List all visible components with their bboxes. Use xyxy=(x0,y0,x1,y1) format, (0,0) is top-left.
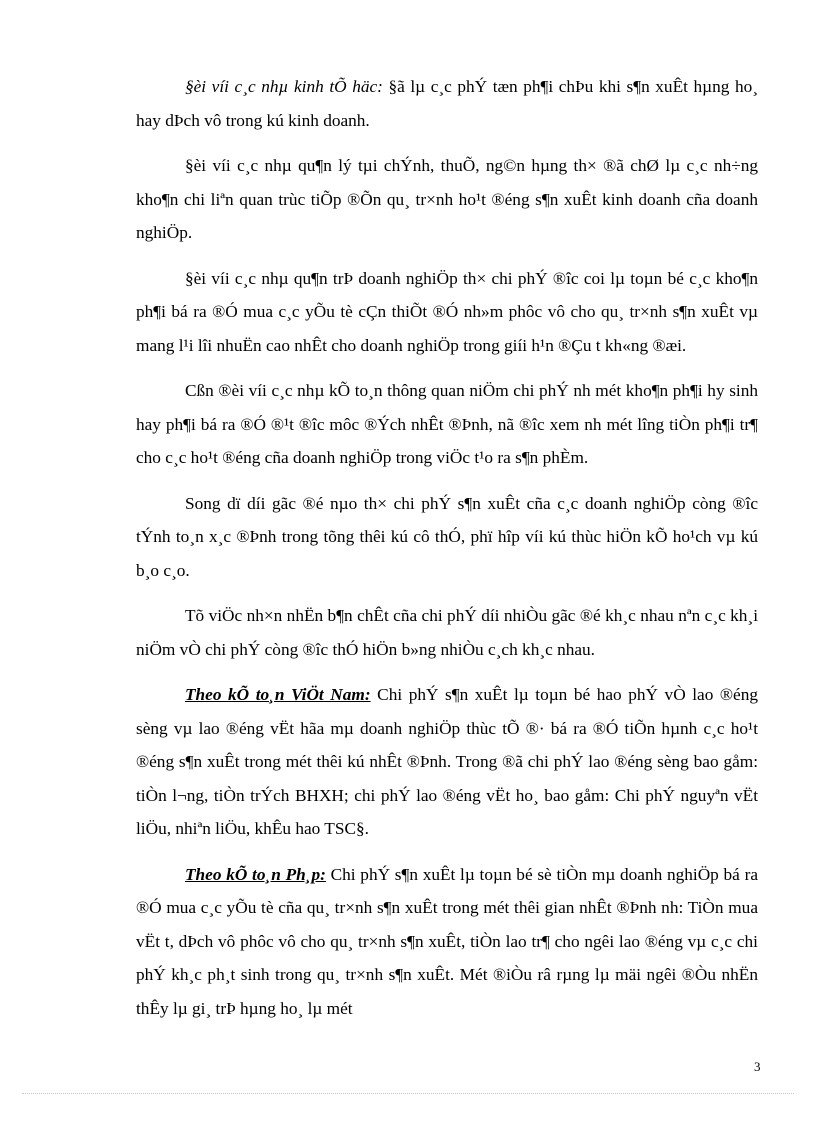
paragraph-period-calculation xyxy=(136,487,758,588)
paragraph-economists xyxy=(136,70,758,137)
paragraph-business-managers xyxy=(136,262,758,363)
paragraph-lead-economists: §èi víi c¸c nhµ kinh tÕ häc: xyxy=(185,77,383,96)
paragraph-text: §èi víi c¸c nhµ qu¶n lý tµi chÝnh, thuÕ, ng©n hµng th× ®ã chØ lµ c¸c nh÷ng kho¶n chi liªn quan trùc tiÕp ®Õn qu¸ tr×nh ho¹t ®éng s¶n xuÊt kinh doanh cña doanh nghiÖp. xyxy=(136,156,758,242)
paragraph-text: §èi víi c¸c nhµ qu¶n trÞ doanh nghiÖp th× chi phÝ ®îc coi lµ toµn bé c¸c kho¶n ph¶i bá ra ®Ó mua c¸c yÕu tè cÇn thiÕt ®Ó nh»m phôc vô cho qu¸ tr×nh s¶n xuÊt vµ mang l¹i lîi nhuËn cao nhÊt cho doanh nghiÖp trong giíi h¹n ®Çu t kh«ng ®æi. xyxy=(136,268,758,355)
section-heading-vietnam: Theo kÕ to¸n ViÖt Nam: xyxy=(185,685,371,704)
paragraph-text: Chi phÝ s¶n xuÊt lµ toµn bé hao phÝ vÒ lao ®éng sèng vµ lao ®éng vËt hãa mµ doanh nghiÖp thùc tÕ ®· bá ra ®Ó tiÕn hµnh c¸c ho¹t ®éng s¶n xuÊt trong mét thêi kú nhÊt ®Þnh. Trong ®ã chi phÝ lao ®éng sèng bao gåm: tiÒn l¬ng, tiÒn trÝch BHXH; chi phÝ lao ®éng vËt ho¸ bao gåm: Chi phÝ nguyªn vËt liÖu, nhiªn liÖu, khÊu hao TSC§. xyxy=(136,685,758,838)
paragraph-concepts xyxy=(136,599,758,666)
paragraph-text: §ã lµ c¸c phÝ tæn ph¶i chÞu khi s¶n xuÊt hµng ho¸ hay dÞch vô trong kú kinh doanh. xyxy=(136,77,758,130)
paragraph-financial-managers xyxy=(136,149,758,250)
paragraph-accountants xyxy=(136,374,758,475)
paragraph-text: Chi phÝ s¶n xuÊt lµ toµn bé sè tiÒn mµ doanh nghiÖp bá ra ®Ó mua c¸c yÕu tè cña qu¸ tr×nh s¶n xuÊt trong mét thêi gian nhÊt ®Þnh nh: TiÒn mua vËt t, dÞch vô phôc vô cho qu¸ tr×nh s¶n xuÊt, tiÒn lao tr¶ cho ngêi lao ®éng vµ c¸c chi phÝ kh¸c ph¸t sinh trong qu¸ tr×nh s¶n xuÊt. Mét ®iÒu râ rµng lµ mäi ngêi ®Òu nhËn thÊy lµ gi¸ trÞ hµng ho¸ lµ mét xyxy=(136,864,758,1018)
paragraph-vietnam-accounting xyxy=(136,678,758,846)
paragraph-france-accounting xyxy=(136,858,758,1026)
paragraph-text: Song dï díi gãc ®é nµo th× chi phÝ s¶n xuÊt cña c¸c doanh nghiÖp còng ®îc tÝnh to¸n x¸c ®Þnh trong tõng thêi kú cô thÓ, phï hîp víi kú thùc hiÖn kÕ ho¹ch vµ kú b¸o c¸o. xyxy=(136,493,758,580)
section-heading-france: Theo kÕ to¸n Ph¸p: xyxy=(185,864,326,884)
page-bottom-divider xyxy=(22,1093,794,1094)
page-body xyxy=(136,70,758,1037)
paragraph-text: Cßn ®èi víi c¸c nhµ kÕ to¸n thông quan niÖm chi phÝ nh mét kho¶n ph¶i hy sinh hay ph¶i bá ra ®Ó ®¹t ®îc môc ®Ých nhÊt ®Þnh, nã ®îc xem nh mét lîng tiÒn ph¶i tr¶ cho c¸c ho¹t ®éng cña doanh nghiÖp trong viÖc t¹o ra s¶n phÈm. xyxy=(136,381,758,467)
page-number: 3 xyxy=(754,1059,761,1074)
paragraph-text: Tõ viÖc nh×n nhËn b¶n chÊt cña chi phÝ díi nhiÒu gãc ®é kh¸c nhau nªn c¸c kh¸i niÖm vÒ chi phÝ còng ®îc thÓ hiÖn b»ng nhiÒu c¸ch kh¸c nhau. xyxy=(136,606,758,659)
